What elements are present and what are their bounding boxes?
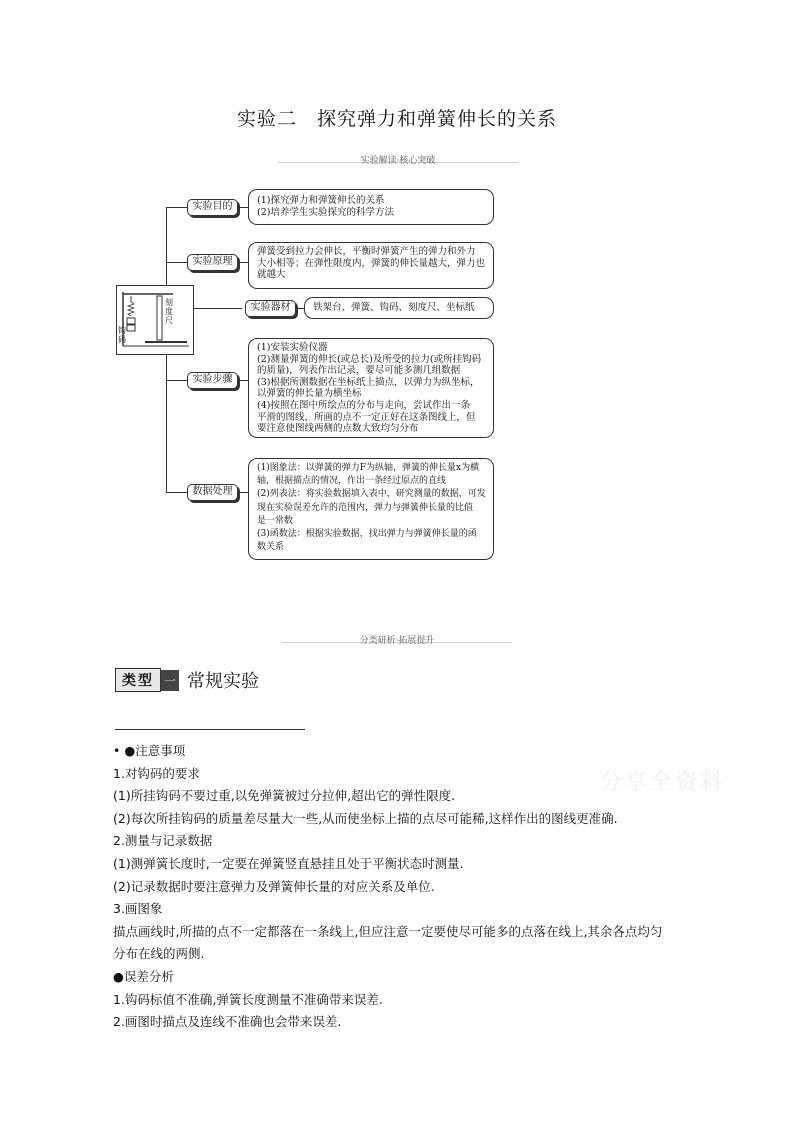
box-line: 就越大 [257, 269, 286, 281]
box-line: 铁架台、弹簧、钩码、刻度尺、坐标纸 [313, 302, 475, 313]
spring-scale-icon [117, 286, 193, 354]
note-heading: • ●注意事项 [113, 743, 186, 758]
type-heading [115, 667, 259, 693]
box-line: (1)安装实验仪器 [257, 342, 328, 353]
ruler-label: 刻度尺 [165, 298, 173, 325]
apparatus-figure [116, 285, 194, 355]
branch-line [166, 492, 187, 493]
branch-line [192, 308, 242, 309]
section-label-1: 实验解读·核心突破 [360, 156, 436, 166]
box-line: (2)测量弹簧的伸长(或总长)及所受的拉力(或所挂钩码 [257, 353, 482, 365]
content-box-equipment [304, 297, 494, 319]
text-line: 1.对钩码的要求 [113, 765, 200, 781]
page-title: 实验二 探究弹力和弹簧伸长的关系 [236, 108, 557, 130]
text-line: 2.测量与记录数据 [113, 833, 213, 849]
box-line: 数关系 [257, 542, 285, 553]
text-line: 1.钩码标值不准确,弹簧长度测量不准确带来误差. [113, 991, 383, 1007]
text-line: (2)每次所挂钩码的质量差尽量大一些,从而使坐标上描的点尽可能稀,这样作出的图线更准确. [113, 810, 618, 826]
type-title: 常规实验 [187, 671, 260, 692]
box-line: (2)培养学生实验探究的科学方法 [257, 206, 394, 218]
type-tag: 类型 [115, 668, 161, 692]
box-line: 大小相等；在弹性限度内，弹簧的伸长量越大，弹力也 [257, 257, 486, 269]
node-principle: 实验原理 [187, 254, 238, 271]
body-text [113, 740, 693, 1034]
box-line: 是一常数 [257, 515, 294, 526]
text-line: 3.画图象 [113, 901, 163, 917]
branch-line [166, 380, 187, 381]
content-box-principle [248, 242, 494, 289]
watermark: 分享全资料 [600, 770, 726, 795]
connector-line [238, 492, 248, 493]
text-line: 分布在线的两侧. [113, 946, 205, 962]
box-line: (3)根据所测数据在坐标纸上描点，以弹力为纵坐标， [257, 376, 480, 388]
box-line: 的质量)，列表作出记录，要尽可能多测几组数据 [257, 365, 461, 377]
connector-line [238, 262, 248, 263]
box-line: 现在实验误差允许的范围内，弹力与弹簧伸长量的比值 [257, 502, 474, 513]
box-line: 要注意使图线两侧的点数大致均匀分布 [257, 423, 419, 435]
content-box-steps [248, 338, 494, 438]
node-purpose: 实验目的 [187, 199, 238, 216]
branch-line [166, 262, 187, 263]
section-label-2: 分类研析·拓展提升 [359, 636, 435, 646]
text-line: 2.画图时描点及连线不准确也会带来误差. [113, 1014, 342, 1030]
box-line: 轴，根据描点的情况，作出一条经过原点的直线 [257, 476, 447, 487]
box-line: 弹簧受到拉力会伸长，平衡时弹簧产生的弹力和外力 [257, 246, 476, 257]
branch-line [166, 207, 187, 208]
connector-line [238, 207, 248, 208]
box-line: (1)探究弹力和弹簧伸长的关系 [257, 195, 385, 206]
content-box-data-processing [248, 458, 494, 560]
box-line: 平滑的图线，所画的点不一定正好在这条图线上，但 [257, 411, 476, 423]
heading-rule [115, 729, 305, 730]
text-line: 描点画线时,所描的点不一定都落在一条线上,但应注意一定要使尽可能多的点落在线上,其余各点均匀 [113, 923, 663, 939]
node-equipment: 实验器材 [245, 300, 296, 317]
text-line: (1)测弹簧长度时,一定要在弹簧竖直悬挂且处于平衡状态时测量. [113, 855, 464, 871]
node-data-processing: 数据处理 [187, 484, 238, 501]
text-line: (2)记录数据时要注意弹力及弹簧伸长量的对应关系及单位. [113, 878, 435, 894]
connector-line [238, 380, 248, 381]
box-line: (1)图象法：以弹簧的弹力F为纵轴，弹簧的伸长量x为横 [257, 463, 480, 473]
content-box-purpose [248, 189, 494, 225]
error-heading: ●误差分析 [113, 968, 174, 984]
box-line: (3)函数法：根据实验数据，找出弹力与弹簧伸长量的函 [257, 529, 477, 540]
weight-label: 钩码 [118, 326, 126, 344]
box-line: (2)列表法：将实验数据填入表中，研究测量的数据，可发 [257, 489, 486, 500]
node-steps: 实验步骤 [187, 372, 238, 389]
text-line: (1)所挂钩码不要过重,以免弹簧被过分拉伸,超出它的弹性限度. [113, 788, 456, 804]
box-line: (4)按照在图中所绘点的分布与走向，尝试作出一条 [257, 399, 470, 411]
box-line: 以弹簧的伸长量为横坐标 [257, 388, 362, 400]
type-number: 一 [161, 670, 179, 691]
